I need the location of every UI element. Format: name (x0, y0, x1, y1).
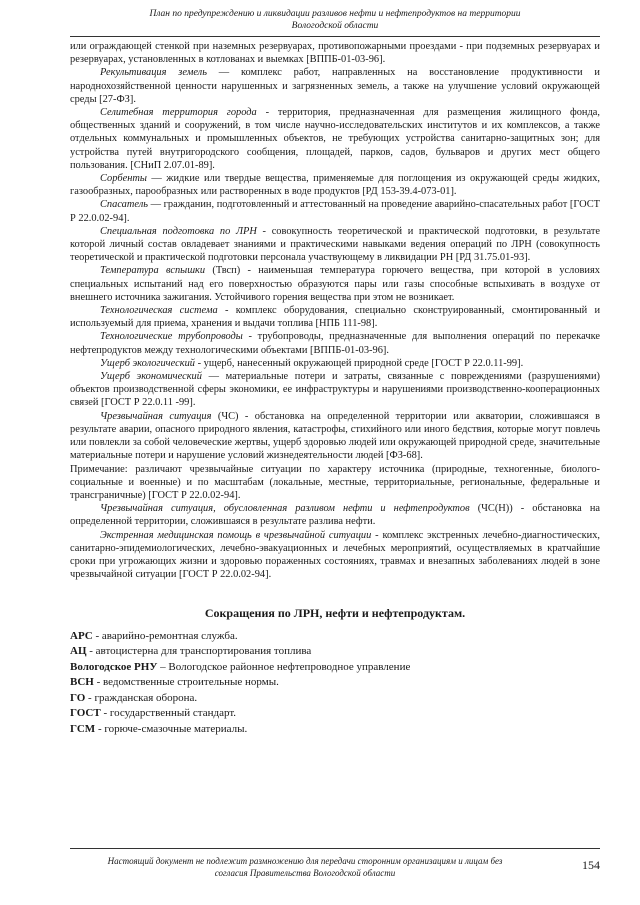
abbreviation-definition: - гражданская оборона. (85, 691, 198, 704)
definition-entry: Рекультивация земель — комплекс работ, направленных на восстановление продуктивности и народнохозяйственной ценности нарушенных и загрязненных земель, а также на улучшение условий окружающей среды [27-ФЗ]. (70, 67, 600, 105)
abbreviation-code: ГОСТ (70, 707, 101, 720)
definition-text: ущерб, нанесенный окружающей природной среде [ГОСТ Р 22.0.11-99]. (203, 357, 524, 369)
definition-text: трубопроводы, предназначенные для выполнения операций по перекачке нефтепродуктов между технологическими объектами [ВППБ-01-03-96]. (70, 331, 600, 356)
abbreviation-code: АРС (70, 629, 93, 642)
abbreviation-code: ВСН (70, 676, 94, 689)
abbreviation-code: ГО (70, 691, 86, 704)
abbreviation-definition: - автоцистерна для транспортирования топлива (86, 645, 312, 658)
page-footer (70, 855, 540, 879)
header-line-1: План по предупреждению и ликвидации разливов нефти и нефтепродуктов на территории (149, 9, 521, 19)
definition-term: Специальная подготовка по ЛРН (100, 225, 257, 237)
page-number: 154 (582, 858, 600, 872)
abbreviation-code: ГСМ (70, 722, 96, 735)
definition-entry: Технологическая система - комплекс оборудования, специально сконструированный, смонтированный и используемый для приема, хранения и выдачи топлива [НПБ 111-98]. (70, 305, 601, 330)
definition-entry (70, 502, 600, 528)
definition-entry: Экстренная медицинская помощь в чрезвычайной ситуации - комплекс экстренных лечебно-диагностических, санитарно-эпидемиологических, лечебно-эвакуационных и лечебных мероприятий, осуществляемых в кратчайшие сроки при угрожающих жизни и здоровью пораженных состояниях, травмах и внезапных заболеваниях людей в зоне чрезвычайной ситуации [ГОСТ Р 22.0.02-94]. (70, 529, 601, 581)
definition-text: комплекс оборудования, специально сконструированный, смонтированный и используемый для приема, хранения и выдачи топлива [НПБ 111-98]. (70, 305, 601, 330)
definition-entry: Спасатель — гражданин, подготовленный и аттестованный на проведение аварийно-спасательных работ [ГОСТ Р 22.0.02-94]. (70, 199, 600, 224)
document-body (70, 40, 600, 737)
definition-term: Температура вспышки (100, 265, 206, 277)
definition-term: Селитебная территория города (100, 107, 257, 119)
definition-text: комплекс экстренных лечебно-диагностических, санитарно-эпидемиологических, лечебно-эвакуационных и лечебных мероприятий, осуществляемых в кратчайшие сроки при угрожающих жизни и здоровью пораженных состояниях, травмах и внезапных заболеваниях людей в зоне чрезвычайной ситуации [ГОСТ Р 22.0.02-94]. (70, 529, 601, 581)
definition-entry: Сорбенты — жидкие или твердые вещества, применяемые для поглощения из окружающей среды жидких, газообразных, парообразных или растворенных в воде продуктов [РД 153-39.4-073-01]. (70, 173, 600, 198)
definition-term: Технологическая система (100, 305, 218, 317)
definition-entry: Специальная подготовка по ЛРН - совокупность теоретической и практической подготовки, в результате которой личный состав овладевает знаниями и практическими навыками ведения операций по ЛРН (совокупность теоретической и практической подготовки персонала участвующему в ликвидации РН [РД 31.75.01-93]. (70, 225, 601, 264)
definition-text: гражданин, подготовленный и аттестованный на проведение аварийно-спасательных работ [ГОСТ Р 22.0.02-94]. (70, 199, 600, 224)
abbreviation-code: АЦ (70, 645, 87, 658)
definition-continuation: или ограждающей стенкой при наземных резервуарах, противопожарными проездами - при подземных резервуарах и резервуарах, установленных в котлованах и выемках [ВППБ-01-03-96]. (70, 41, 600, 66)
definition-term: Сорбенты (100, 173, 147, 185)
section-heading: Сокращения по ЛРН, нефти и нефтепродуктам. (204, 606, 466, 621)
abbreviation-code: Вологодское РНУ (70, 660, 158, 673)
definition-text: совокупность теоретической и практической подготовки, в результате которой личный состав овладевает знаниями и практическими навыками ведения операций по ЛРН (совокупность теоретической и практической подготовки персонала участвующему в ликвидации РН [РД 31.75.01-93]. (70, 225, 601, 264)
abbreviation-item (70, 706, 600, 722)
definition-entry (70, 410, 600, 463)
definition-entry: Технологические трубопроводы - трубопроводы, предназначенные для выполнения операций по перекачке нефтепродуктов между технологическими объектами [ВППБ-01-03-96]. (70, 331, 600, 356)
definition-term: Чрезвычайная ситуация, обусловленная разливом нефти и нефтепродуктов (100, 503, 470, 515)
definition-text: комплекс работ, направленных на восстановление продуктивности и народнохозяйственной ценности нарушенных и загрязненных земель, а также на улучшение условий окружающей среды [27-ФЗ]. (70, 67, 600, 105)
definition-term: Рекультивация земель (100, 67, 207, 79)
definition-text: материальные потери и затраты, связанные с повреждениями (разрушениями) объектов производственной сферы экономики, ее инфраструктуры и нарушениями производственно-кооперационных связей [ГОСТ Р 22.0.11 -99]. (70, 371, 600, 409)
definition-text: жидкие или твердые вещества, применяемые для поглощения из окружающей среды жидких, газообразных, парообразных или растворенных в воде продуктов [РД 153-39.4-073-01]. (70, 173, 600, 198)
abbreviation-item (70, 644, 600, 660)
page-header (70, 8, 600, 32)
definition-text: (Твсп) - наименьшая температура горючего вещества, при которой в условиях специальных испытаний над его поверхностью образуются пары или газы способные вспыхивать в воздухе от внешнего источника зажигания. Устойчивого горения вещества при этом не возникает. (70, 265, 600, 303)
abbreviation-definition: - государственный стандарт. (100, 707, 237, 720)
header-divider (70, 36, 600, 37)
definition-term: Спасатель (100, 199, 148, 211)
definition-text: (ЧС) - обстановка на определенной территории или акватории, сложившаяся в результате аварии, опасного природного явления, катастрофы, стихийного или иного бедствия, которые могут повлечь или повлекли за собой человеческие жертвы, ущерб здоровью людей или окружающей природной среде, значительные материальные потери и нарушение условий жизнедеятельности людей [ФЗ-68]. (70, 410, 600, 462)
footer-divider (70, 848, 600, 849)
abbreviation-item (70, 675, 600, 691)
definition-text: территория, предназначенная для размещения жилищного фонда, общественных зданий и сооружений, в том числе научно-исследовательских институтов и их комплексов, а также отдельных коммунальных и промышленных объектов, не требующих устройства санитарно-защитных зон; для устройства путей внутригородского сообщения, площадей, парков, садов, бульваров и других мест общего пользования. [СНиП 2.07.01-89]. (70, 107, 600, 171)
abbreviation-definition: – Вологодское районное нефтепроводное управление (157, 660, 411, 673)
definition-term: Экстренная медицинская помощь в чрезвычайной ситуации (100, 529, 372, 541)
definition-entry: Ущерб экономический — материальные потери и затраты, связанные с повреждениями (разрушениями) объектов производственной сферы экономики, ее инфраструктуры и нарушениями производственно-кооперационных связей [ГОСТ Р 22.0.11 -99]. (70, 371, 600, 409)
abbreviation-definition: - аварийно-ремонтная служба. (92, 629, 238, 642)
definition-text: (ЧС(Н)) - обстановка на определенной территории, сложившаяся в результате разлива нефти. (70, 503, 600, 528)
abbreviation-item (70, 722, 600, 738)
definition-term: Чрезвычайная ситуация (100, 410, 212, 422)
definition-term: Технологические трубопроводы (100, 331, 243, 343)
abbreviation-item (70, 691, 600, 707)
definition-entry: Ущерб экологический - ущерб, нанесенный окружающей природной среде [ГОСТ Р 22.0.11-99]. (100, 357, 524, 369)
footer-line-1: Настоящий документ не подлежит размножению для передачи сторонним организациям и лицам без (107, 856, 503, 866)
definition-note: Примечание: различают чрезвычайные ситуации по характеру источника (природные, техногенные, биолого-социальные и военные) и по масштабам (локальные, местные, территориальные, региональные, федеральные и трансграничные) [ГОСТ Р 22.0.02-94]. (70, 463, 600, 501)
definition-term: Ущерб экономический (100, 371, 202, 383)
abbreviation-item (70, 660, 600, 676)
abbreviation-item (70, 629, 600, 645)
header-line-2: Вологодской области (291, 21, 379, 31)
abbreviation-definition: - ведомственные строительные нормы. (93, 676, 279, 689)
abbreviation-definition: - горюче-смазочные материалы. (95, 722, 248, 735)
definition-entry: Селитебная территория города - территория, предназначенная для размещения жилищного фонда, общественных зданий и сооружений, в том числе научно-исследовательских институтов и их комплексов, а также отдельных коммунальных и промышленных объектов, не требующих устройства санитарно-защитных зон; для устройства путей внутригородского сообщения, площадей, парков, садов, бульваров и других мест общего пользования. [СНиП 2.07.01-89]. (70, 107, 600, 171)
definition-term: Ущерб экологический (100, 357, 195, 369)
definition-entry (70, 264, 600, 304)
footer-line-2: согласия Правительства Вологодской области (214, 868, 396, 878)
